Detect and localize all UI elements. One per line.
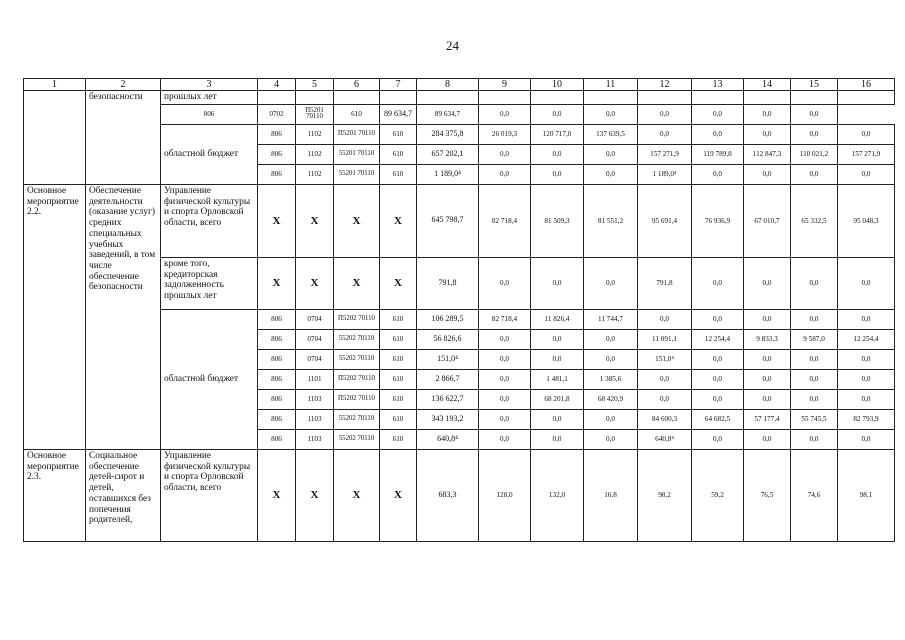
spacer-cell [584,91,638,105]
table-cell: 0,0 [744,309,791,329]
table-cell: 806 [258,349,296,369]
table-cell: 98,2 [638,449,692,541]
table-cell: П5202 70110 [334,389,380,409]
table-cell: 0,0 [479,257,531,309]
x-mark-cell: Х [334,184,380,257]
table-cell: 0,0 [479,389,531,409]
table-cell: 68 420,9 [584,389,638,409]
column-number: 14 [744,79,791,91]
table-cell: 0,0 [692,389,744,409]
table-cell: 0,0 [838,369,895,389]
table-cell: 1101 [296,369,334,389]
table-cell: 0,0 [692,309,744,329]
table-cell: 343 193,2 [417,409,479,429]
table-cell: 1102 [296,164,334,184]
table-cell: 55 745,5 [791,409,838,429]
table-cell: 56 826,6 [417,329,479,349]
table-cell: 806 [258,389,296,409]
table-cell: П5202 70110 [334,369,380,389]
page-number: 24 [446,38,459,53]
table-cell: 136 622,7 [417,389,479,409]
table-cell: 610 [380,349,417,369]
spacer-cell [531,91,584,105]
table-cell: 0,0 [838,429,895,449]
table-cell: 0,0 [638,309,692,329]
table-cell: 0,0 [479,409,531,429]
table-cell: 0,0 [838,309,895,329]
table-cell: 151,0⁴ [417,349,479,369]
x-mark-cell: Х [258,449,296,541]
table-cell: 0,0 [584,164,638,184]
table-cell: 0,0 [744,349,791,369]
spacer-cell [692,91,744,105]
x-mark-cell: Х [334,449,380,541]
table-cell: 157 271,9 [638,144,692,164]
spacer-cell [479,91,531,105]
table-cell: 0,0 [479,104,531,124]
table-cell: 0,0 [791,349,838,369]
table-cell: 0,0 [791,429,838,449]
table-cell: 0,0 [744,104,791,124]
table-cell: 806 [258,309,296,329]
table-cell: 82 718,4 [479,309,531,329]
table-cell: 0,0 [531,104,584,124]
table-cell: 610 [380,369,417,389]
table-cell: 0,0 [791,309,838,329]
table-cell: 0,0 [838,389,895,409]
funding-source-cell: Управление физической культуры и спорта Орловской области, всего [161,184,258,257]
table-cell: 0,0 [744,257,791,309]
table-cell: 11 091,1 [638,329,692,349]
table-cell: 9 587,0 [791,329,838,349]
table-cell: 81 509,3 [531,184,584,257]
table-cell: 1 189,0⁴ [417,164,479,184]
table-cell: 0,0 [479,349,531,369]
measure-name-cell: Основное мероприятие 2.2. [24,184,86,449]
table-cell: 0,0 [531,429,584,449]
funding-source-cell: областной бюджет [161,309,258,449]
table-cell: 95 691,4 [638,184,692,257]
table-cell: 26 019,3 [479,124,531,144]
table-cell: 0,0 [744,164,791,184]
x-mark-cell: Х [334,257,380,309]
column-number: 6 [334,79,380,91]
table-cell: 0,0 [692,429,744,449]
table-cell: 59,2 [692,449,744,541]
table-cell: 55201 70110 [334,144,380,164]
spacer-cell [838,91,895,105]
table-cell: 76 936,9 [692,184,744,257]
table-cell: 0,0 [531,164,584,184]
table-cell: 640,8⁴ [638,429,692,449]
table-cell: 81 551,2 [584,184,638,257]
table-cell: 0,0 [479,369,531,389]
table-cell: 806 [161,104,258,124]
table-cell: 16,8 [584,449,638,541]
spacer-cell [258,91,296,105]
table-cell: 0704 [296,329,334,349]
table-cell: 82 793,9 [838,409,895,429]
table-cell: 0,0 [791,257,838,309]
column-number: 1 [24,79,86,91]
funding-source-cell: кроме того, кредиторская задолженность прошлых лет [161,257,258,309]
spacer-cell [638,91,692,105]
column-number: 12 [638,79,692,91]
table-cell: 610 [380,124,417,144]
budget-table [23,78,895,542]
table-cell: 0,0 [531,144,584,164]
table-cell: 0,0 [744,389,791,409]
table-cell: 0,0 [531,257,584,309]
column-number: 15 [791,79,838,91]
table-cell: 610 [334,104,380,124]
table-cell: 1102 [296,144,334,164]
table-row [24,91,895,105]
table-cell: 120 717,0 [531,124,584,144]
column-number: 10 [531,79,584,91]
table-cell: 806 [258,369,296,389]
table-cell: 0,0 [638,124,692,144]
table-cell: 11 826,4 [531,309,584,329]
table-cell: 683,3 [417,449,479,541]
table-cell: 0,0 [692,164,744,184]
table-cell: 1 385,6 [584,369,638,389]
measure-description-cell: Социальное обеспечение детей-сирот и детей, оставшихся без попечения родителей, [86,449,161,541]
table-cell: 0,0 [584,257,638,309]
table-cell: 2 866,7 [417,369,479,389]
table-cell: 1103 [296,389,334,409]
column-number: 16 [838,79,895,91]
column-number: 7 [380,79,417,91]
table-cell: 0704 [296,309,334,329]
table-cell: 12 254,4 [838,329,895,349]
table-cell: 0,0 [791,369,838,389]
spacer-cell [791,91,838,105]
table-cell: 95 048,3 [838,184,895,257]
x-mark-cell: Х [380,257,417,309]
table-cell: 0,0 [584,349,638,369]
table-cell: 0,0 [584,429,638,449]
table-cell: 67 010,7 [744,184,791,257]
column-number: 11 [584,79,638,91]
table-cell: 137 639,5 [584,124,638,144]
table-cell: 610 [380,309,417,329]
table-cell: 112 847,3 [744,144,791,164]
table-cell: 0,0 [791,124,838,144]
table-cell: 610 [380,429,417,449]
table-cell: 76,5 [744,449,791,541]
table-cell: 0,0 [692,104,744,124]
spacer-cell [334,91,380,105]
table-cell: 74,6 [791,449,838,541]
table-cell: 106 289,5 [417,309,479,329]
table-cell: 0,0 [584,329,638,349]
table-cell: 610 [380,164,417,184]
x-mark-cell: Х [296,257,334,309]
table-cell: 657 202,1 [417,144,479,164]
table-cell: 0,0 [744,429,791,449]
x-mark-cell: Х [258,184,296,257]
spacer-cell [744,91,791,105]
table-cell: 151,0⁴ [638,349,692,369]
column-number: 5 [296,79,334,91]
table-cell: 806 [258,124,296,144]
table-cell: 645 798,7 [417,184,479,257]
table-cell: П5201 70110 [296,104,334,124]
table-cell: 1 481,1 [531,369,584,389]
table-cell: 65 332,5 [791,184,838,257]
table-cell: 0,0 [531,409,584,429]
table-cell: 1102 [296,124,334,144]
table-cell: 640,8⁴ [417,429,479,449]
table-cell: 11 744,7 [584,309,638,329]
table-cell: 0,0 [838,164,895,184]
table-cell: 0,0 [692,349,744,369]
table-cell: 55201 70110 [334,164,380,184]
table-cell: 0,0 [638,369,692,389]
x-mark-cell: Х [258,257,296,309]
table-cell: 610 [380,144,417,164]
spacer-cell [380,91,417,105]
table-cell: 110 021,2 [791,144,838,164]
table-cell: 64 682,5 [692,409,744,429]
table-cell: 0,0 [638,389,692,409]
table-cell: 0,0 [692,369,744,389]
column-number: 4 [258,79,296,91]
table-cell: 0,0 [479,144,531,164]
spacer-cell [296,91,334,105]
table-cell: П5202 70110 [334,309,380,329]
x-mark-cell: Х [380,184,417,257]
table-cell: 806 [258,164,296,184]
table-cell: 98,1 [838,449,895,541]
table-cell: 132,0 [531,449,584,541]
measure-name-cell: Основное мероприятие 2.3. [24,449,86,541]
table-cell: 0,0 [692,257,744,309]
table-cell: 9 833,3 [744,329,791,349]
funding-source-cell: Управление физической культуры и спорта Орловской области, всего [161,449,258,541]
table-cell: 0,0 [584,104,638,124]
column-number: 2 [86,79,161,91]
table-cell: 0,0 [791,389,838,409]
table-cell: 0,0 [638,104,692,124]
table-cell: 89 634,7 [417,104,479,124]
table-cell: 0,0 [838,124,895,144]
table-cell: 806 [258,409,296,429]
spacer-cell [417,91,479,105]
x-mark-cell: Х [380,449,417,541]
x-mark-cell: Х [296,449,334,541]
column-number: 9 [479,79,531,91]
column-number: 3 [161,79,258,91]
table-cell: 128,0 [479,449,531,541]
table-cell: 806 [258,429,296,449]
table-cell: 0,0 [791,104,838,124]
funding-source-cell: областной бюджет [161,124,258,184]
table-cell: 55202 70110 [334,409,380,429]
table-cell: 0,0 [838,349,895,369]
column-number: 13 [692,79,744,91]
x-mark-cell: Х [296,184,334,257]
table-cell: 1103 [296,429,334,449]
table-cell: 0702 [258,104,296,124]
table-cell: 806 [258,144,296,164]
table-cell: 84 600,3 [638,409,692,429]
table-cell: 1103 [296,409,334,429]
table-cell: 610 [380,329,417,349]
table-cell: 57 177,4 [744,409,791,429]
table-cell: 610 [380,409,417,429]
funding-source-cell: прошлых лет [161,91,258,105]
table-cell: 55202 70110 [334,329,380,349]
measure-description-cell: безопасности [86,91,161,185]
table-cell: 89 634,7 [380,104,417,124]
table-row [24,449,895,541]
table-cell: 0,0 [791,164,838,184]
table-cell: 0,0 [531,329,584,349]
table-cell: 806 [258,329,296,349]
table-cell: П5201 70110 [334,124,380,144]
table-cell: 0,0 [531,349,584,369]
table-cell: 0,0 [744,369,791,389]
table-cell: 0,0 [584,144,638,164]
table-cell: 0,0 [479,429,531,449]
table-cell: 284 375,8 [417,124,479,144]
table-cell: 55202 70110 [334,349,380,369]
table-cell: 55202 70110 [334,429,380,449]
header-row [24,79,895,91]
table-cell: 0,0 [479,164,531,184]
table-cell: 12 254,4 [692,329,744,349]
table-cell: 0,0 [479,329,531,349]
measure-description-cell: Обеспечение деятельности (оказание услуг) средних специальных учебных заведений, в том числе обеспечение безопасности [86,184,161,449]
table-cell: 0,0 [744,124,791,144]
table-cell: 119 789,8 [692,144,744,164]
table-cell: 610 [380,389,417,409]
table-cell: 0,0 [584,409,638,429]
table-cell: 791,8 [417,257,479,309]
table-cell: 82 718,4 [479,184,531,257]
table-cell: 1 189,0⁴ [638,164,692,184]
table-cell: 157 271,9 [838,144,895,164]
table-cell: 68 201,8 [531,389,584,409]
table-cell: 0704 [296,349,334,369]
table-row [24,184,895,257]
table-cell: 0,0 [838,257,895,309]
table-cell: 791,8 [638,257,692,309]
table-cell: 0,0 [692,124,744,144]
measure-name-cell [24,91,86,185]
column-number: 8 [417,79,479,91]
